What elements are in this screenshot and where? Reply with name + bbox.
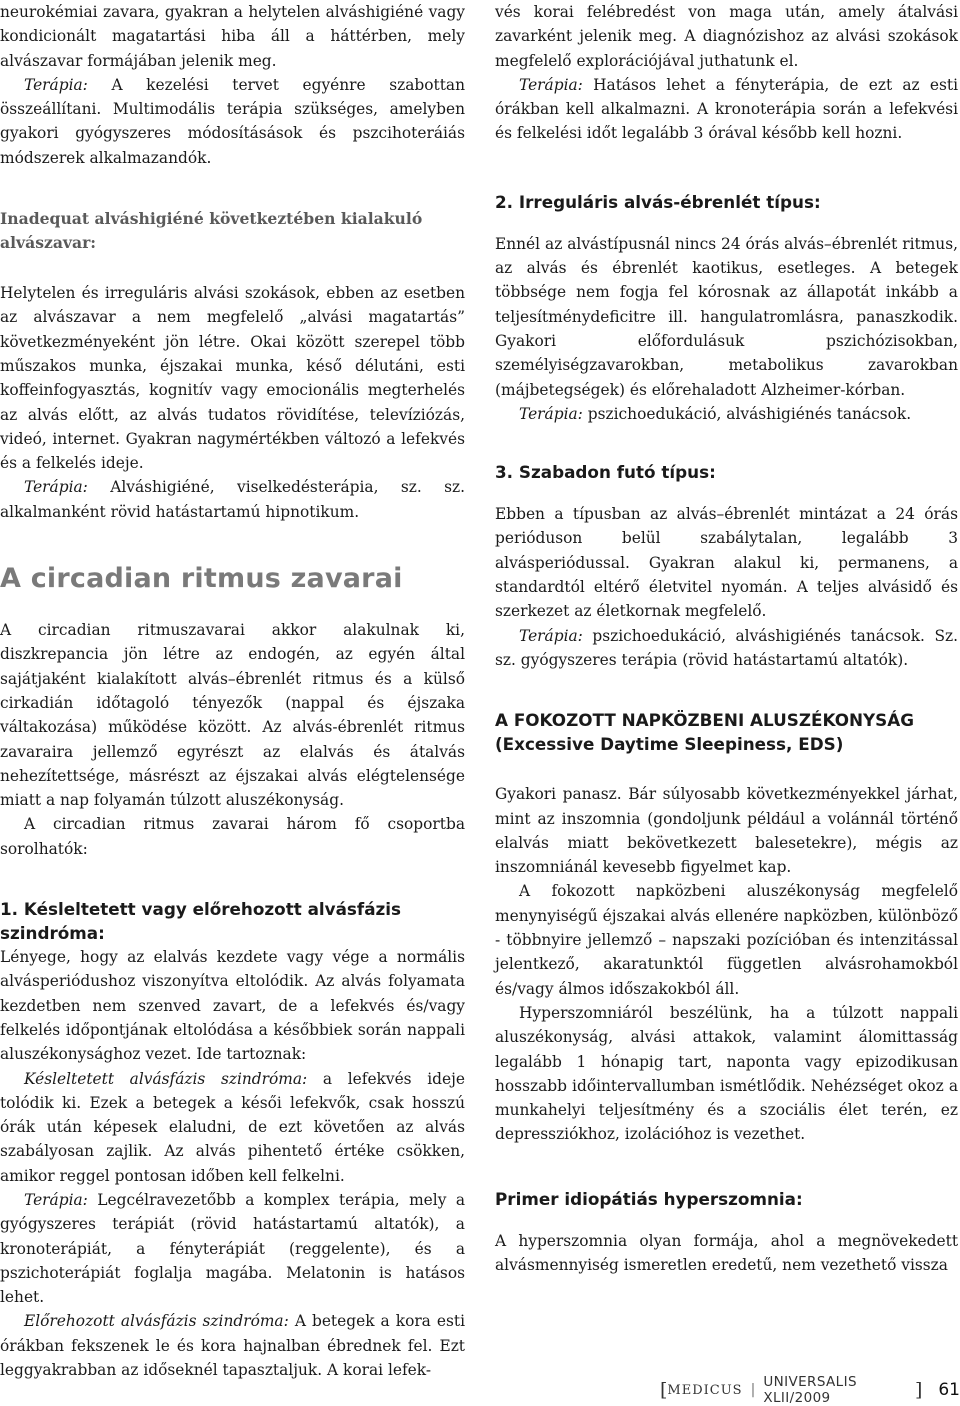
term-label: Előrehozott alvásfázis szindróma: (24, 1312, 289, 1331)
paragraph: Gyakori panasz. Bár súlyosabb következményekkel járhat, mint az inszomnia (gondoljunk például a volánnál történő elalvás miatt bekövetkezett balesetekre), mégis az inszomniánál kevesebb figyelmet kap. (495, 785, 958, 877)
paragraph: A circadian ritmus zavarai három fő csoportba sorolhatók: (0, 815, 465, 858)
page-footer (660, 1374, 960, 1406)
section-heading: Inadequat alváshigiéné következtében kialakuló alvászavar: (0, 209, 423, 253)
paragraph (0, 1309, 465, 1382)
subsection-heading: 3. Szabadon futó típus: (495, 462, 716, 483)
term-label: Késleltetett alvásfázis szindróma: (24, 1069, 308, 1088)
therapy-label: Terápia: (24, 1190, 88, 1209)
subsection-heading: Primer idiopátiás hyperszomnia: (495, 1188, 803, 1209)
therapy-label: Terápia: (519, 404, 583, 423)
therapy-label: Terápia: (519, 75, 583, 94)
footer-bracket-close: ] (914, 1379, 923, 1401)
footer-separator: | (750, 1382, 756, 1398)
paragraph: Hyperszomniáról beszélünk, ha a túlzott nappali aluszékonyság, alvási attakok, valamint álomittasság legalább 1 hónapig tart, naponta vagy epizodikusan hosszabb időintervallumban ismétlődik. Nehézséget okoz a munkahelyi teljesítmény és a szociális élet terén, ez depressziókhoz, izolációhoz is vezethet. (495, 1003, 958, 1144)
subsection-heading: 1. Késleltetett vagy előrehozott alvásfázis szindróma: (0, 899, 402, 944)
paragraph-text: Legcélravezetőbb a komplex terápia, mely a gyógyszeres terápiát (rövid hatástartamú altatók), a kronoterápiát, a fényterápiát (reggelente), és a pszichoterápiát foglalja magába. Melatonin is hatásos lehet. (0, 1190, 465, 1307)
footer-bracket-open: [ (660, 1379, 668, 1401)
therapy-label: Terápia: (519, 626, 583, 645)
paragraph (0, 1067, 465, 1188)
paragraph: Ebben a típusban az alvás–ébrenlét mintázat a 24 órás perióduson belül szabálytalan, legalább 3 alvásperiódussal. Gyakran alakul ki, permanens, a standardtól eltérő életvitel nyomán. A teljes alvásidő és szerkezet az életkornak megfelelő. (495, 505, 958, 621)
paragraph (0, 1188, 465, 1309)
paragraph: Helytelen és irreguláris alvási szokások, ebben az esetben az alvászavar a nem megfelelő „alvási magatartás” következményeként jön létre. Okai között szerepel több műszakos munka, éjszakai munka, késő délutáni, esti koffeinfogyasztás, kognitív vagy emocionális megterhelés az alvás előtt, az alvás tudatos rövidítése, televíziózás, videó, internet. Gyakran nagymértékben változó a lefekvés és a felkelés ideje. (0, 284, 465, 473)
paragraph (495, 73, 958, 146)
right-column (495, 0, 958, 1277)
page-number: 61 (938, 1380, 960, 1400)
paragraph-text: Alváshigiéné, viselkedésterápia, sz. sz. alkalmanként rövid hatástartamú hipnotikum. (0, 478, 465, 521)
paragraph-text: a lefekvés ideje tolódik ki. Ezek a betegek a késői lefekvők, csak hosszú órák után képesek elaludni, de ezt követően az alvás szabályosan zajlik. Az alvás pihentető értéke csökken, amikor reggel pontosan időben kell felkelni. (0, 1069, 465, 1185)
paragraph (0, 475, 465, 524)
paragraph-text: A betegek a kora esti órákban fekszenek le és kora hajnalban ébrednek fel. Ezt leggyakrabban az időseknél tapasztaljuk. A korai lefek- (0, 1312, 466, 1380)
paragraph: A circadian ritmuszavarai akkor alakulnak ki, diszkrepancia jön létre az endogén, az egyén által sajátjaként kialakított alvás–ébrenlét ritmus és a külső cirkadián időtagoló tényezők (nappal és éjszaka váltakozása) működése között. Az alvás-ébrenlét ritmus zavaraira jellemző egyrészt az elalvás és átalvás nehezítettsége, másrészt az éjszakai alvás elégtelensége miatt a nap folyamán túlzott aluszékonyság. (0, 621, 465, 810)
paragraph-text: Hatásos lehet a fényterápia, de ezt az esti órákban kell alkalmazni. A kronoterápia során a lefekvési és felkelési időt legalább 3 órával később kell hozni. (495, 75, 958, 143)
paragraph: A fokozott napközbeni aluszékonyság megfelelő menynyiségű éjszakai alvás ellenére napközben, különböző - többnyire jellemző – napszaki pozícióban és intenzitással jelentkező, akaratunktól független alvásrohamokból és/vagy álmos időszakokból áll. (495, 882, 958, 998)
left-column (0, 0, 465, 1382)
paragraph: neurokémiai zavara, gyakran a helytelen alváshigiéné vagy kondicionált magatartási hiba áll a háttérben, mely alvászavar formájában jelenik meg. (0, 3, 465, 70)
paragraph-text: pszichoedukáció, alváshigiénés tanácsok. Sz. sz. gyógyszeres terápia (rövid hatástartamú altatók). (495, 626, 958, 669)
paragraph (495, 624, 958, 673)
therapy-label: Terápia: (24, 478, 88, 497)
paragraph-text: A kezelési tervet egyénre szabottan összeállítani. Multimodális terápia szükséges, amelyben gyakori gyógyszeres módosításások és pszcihoteráiás módszerek alkalmazandók. (0, 75, 465, 167)
paragraph: Lényege, hogy az elalvás kezdete vagy vége a normális alvásperiódushoz viszonyítva eltolódik. Az alvás folyamata kezdetben nem szenved zavart, de a lefekvés és/vagy felkelés időpontjának eltolódása a későbbiek során nappali aluszékonysághoz vezet. Ide tartoznak: (0, 948, 465, 1064)
paragraph: Ennél az alvástípusnál nincs 24 órás alvás–ébrenlét ritmus, az alvás és ébrenlét kaotikus, esetleges. A betegek többsége nem fogja fel kórosnak az állapotát inkább a teljesítménydeficitre ill. hangulatromlásra, panaszkodik. Gyakori előfordulásuk pszichózisokban, személyiségzavarokban, metabolikus zavarokban (májbetegségek) és előrehaladott Alzheimer-kórban. (495, 234, 958, 399)
main-heading: A circadian ritmus zavarai (0, 563, 403, 595)
footer-series: UNIVERSALIS XLII/2009 (763, 1374, 857, 1406)
paragraph-text: pszichoedukáció, alváshigiénés tanácsok. (582, 404, 912, 423)
eds-heading-line: (Excessive Daytime Sleepiness, EDS) (495, 734, 844, 755)
paragraph: vés korai felébredést von maga után, amely átalvási zavarként jelenik meg. A diagnózishoz az alvási szokások megfelelő explorációjával juthatunk el. (495, 3, 958, 70)
paragraph (495, 402, 958, 426)
paragraph (0, 73, 465, 170)
subsection-heading: 2. Irreguláris alvás-ébrenlét típus: (495, 191, 821, 212)
footer-journal: MEDICUS (667, 1382, 743, 1398)
eds-heading (495, 708, 958, 756)
eds-heading-line: A FOKOZOTT NAPKÖZBENI ALUSZÉKONYSÁG (495, 710, 915, 731)
paragraph: A hyperszomnia olyan formája, ahol a megnövekedett alvásmennyiség ismeretlen eredetű, nem vezethető vissza (495, 1231, 958, 1274)
therapy-label: Terápia: (24, 75, 88, 94)
